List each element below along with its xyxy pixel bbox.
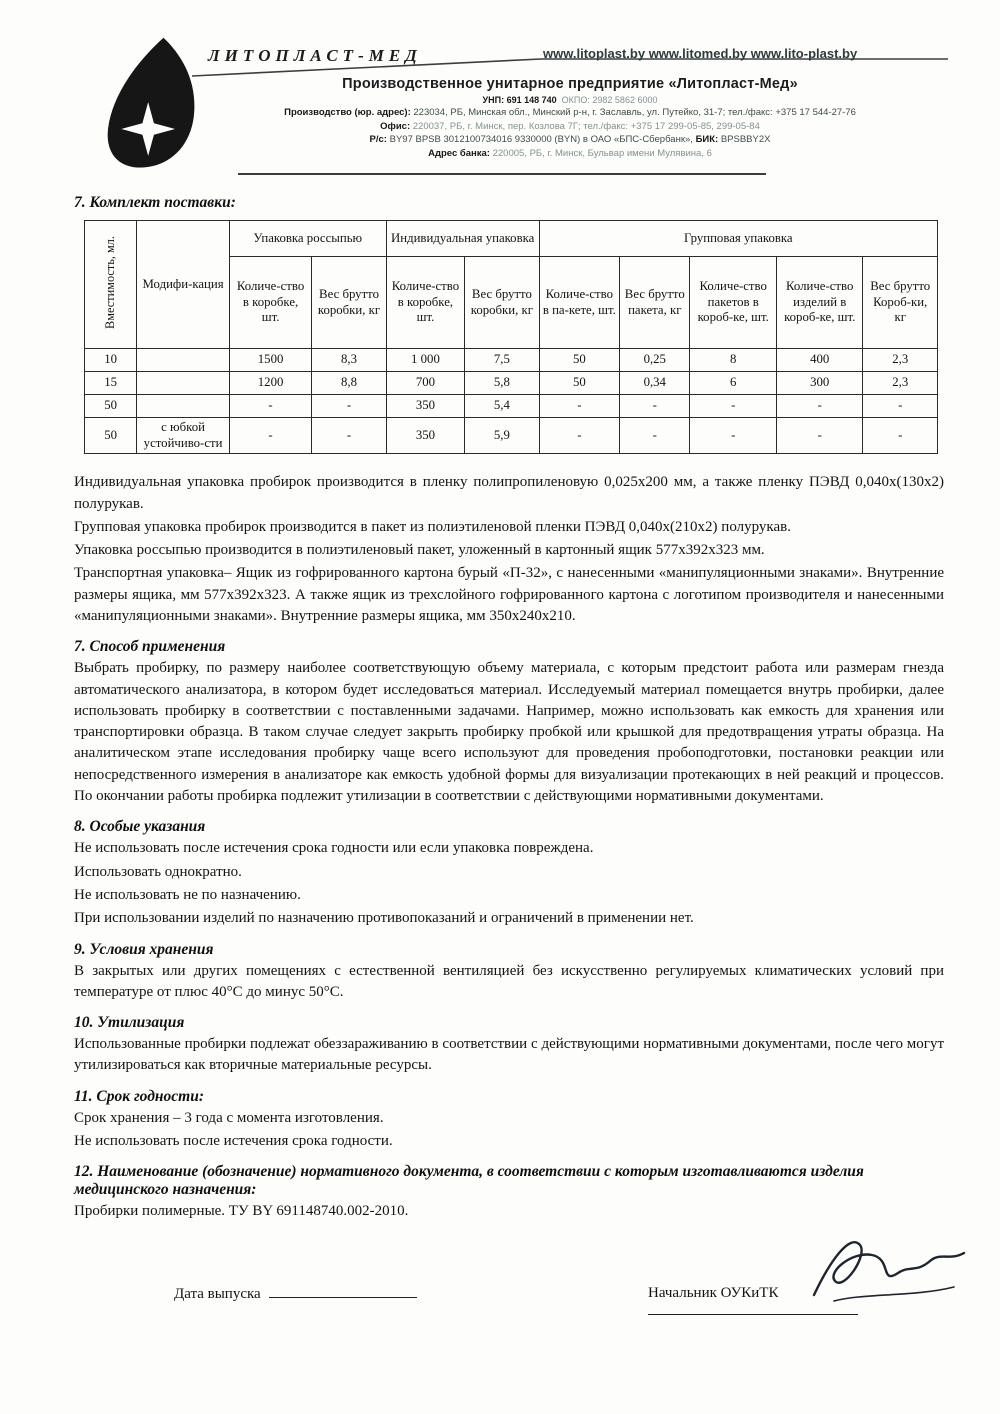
section-12-title: 12. Наименование (обозначение) нормативного документа, в соответствии с которым изготавливаются изделия медицинского назначения: bbox=[74, 1163, 864, 1199]
account-label: Р/с: bbox=[369, 134, 387, 145]
col-header-qty-box-individual: Количе-ство в коробке, шт. bbox=[386, 257, 464, 349]
header-rule bbox=[238, 173, 766, 175]
cell-value: 1 000 bbox=[386, 349, 464, 372]
company-registration-line bbox=[170, 95, 970, 105]
group-header-group-packaging: Групповая упаковка bbox=[539, 221, 937, 257]
cell-value: - bbox=[539, 418, 619, 454]
release-date-field bbox=[174, 1285, 417, 1303]
cell-value: - bbox=[312, 418, 386, 454]
company-name: Производственное унитарное предприятие «Литопласт-Мед» bbox=[342, 76, 798, 92]
cell-value: 350 bbox=[386, 418, 464, 454]
cell-value: 5,9 bbox=[465, 418, 539, 454]
bank-value: 220005, РБ, г. Минск, Бульвар имени Мулявина, 6 bbox=[492, 147, 712, 159]
cell-value: 7,5 bbox=[465, 349, 539, 372]
supply-table bbox=[84, 220, 938, 454]
shelf-life-line: Срок хранения – 3 года с момента изготовления. bbox=[74, 1109, 384, 1126]
packaging-note: Упаковка россыпью производится в полиэтиленовый пакет, уложенный в картонный ящик 577х392х323 мм. bbox=[74, 542, 765, 559]
office-address-line bbox=[170, 121, 970, 132]
brand-logotype: ЛИТОПЛАСТ-МЕД bbox=[208, 46, 422, 65]
col-header-gross-box-group: Вес брутто Короб-ки, кг bbox=[863, 257, 938, 349]
unp-value: 691 148 740 bbox=[506, 94, 557, 105]
cell-value: 1500 bbox=[229, 349, 311, 372]
table-row bbox=[85, 395, 938, 418]
bank-account-line bbox=[170, 134, 970, 145]
bank-address-line bbox=[170, 148, 970, 159]
group-header-bulk-packaging: Упаковка россыпью bbox=[229, 221, 386, 257]
cell-value: 5,4 bbox=[465, 395, 539, 418]
cell-value: - bbox=[312, 395, 386, 418]
production-label: Производство (юр. адрес): bbox=[284, 107, 411, 118]
special-instruction: Не использовать после истечения срока годности или если упаковка повреждена. bbox=[74, 840, 594, 857]
packaging-note: Индивидуальная упаковка пробирок производится в пленку полипропиленовую 0,025х200 мм, а также пленку ПЭВД 0,040х(130х2) полурукав. bbox=[74, 474, 944, 512]
disposal-text: Использованные пробирки подлежат обеззараживанию в соответствии с действующими нормативными документами, после чего могут утилизироваться как вторичные материальные ресурсы. bbox=[74, 1036, 944, 1074]
cell-value: - bbox=[620, 418, 690, 454]
cell-value: 8 bbox=[690, 349, 776, 372]
col-header-capacity: Вместимость, мл. bbox=[85, 221, 137, 349]
document-body bbox=[0, 188, 1000, 1337]
cell-value: 8,8 bbox=[312, 372, 386, 395]
normative-text: Пробирки полимерные. ТУ BY 691148740.002-2010. bbox=[74, 1203, 409, 1220]
section-8-title: 8. Особые указания bbox=[74, 818, 206, 836]
section-7-supply-title: 7. Комплект поставки: bbox=[74, 194, 236, 211]
cell-value: - bbox=[539, 395, 619, 418]
unp-label: УНП: bbox=[482, 94, 505, 105]
cell-value: - bbox=[863, 418, 938, 454]
company-websites: www.litoplast.by www.litomed.by www.lito-plast.by bbox=[543, 46, 858, 61]
special-instruction: Использовать однократно. bbox=[74, 863, 242, 880]
cell-value: 1200 bbox=[229, 372, 311, 395]
cell-capacity: 15 bbox=[85, 372, 137, 395]
account-value: BY97 BPSB 3012100734016 9330000 (BYN) в ОАО «БПС-Сбербанк», bbox=[389, 134, 693, 145]
cell-value: - bbox=[690, 418, 776, 454]
okpo-value: 2982 5862 6000 bbox=[592, 94, 658, 105]
section-7-usage-title: 7. Способ применения bbox=[74, 638, 226, 656]
bik-value: BPSBBY2X bbox=[720, 134, 771, 145]
company-info-block bbox=[170, 76, 970, 159]
cell-value: 2,3 bbox=[863, 372, 938, 395]
cell-value: - bbox=[776, 395, 862, 418]
cell-value: - bbox=[229, 418, 311, 454]
table-row bbox=[85, 372, 938, 395]
release-date-label: Дата выпуска bbox=[174, 1285, 261, 1302]
cell-value: - bbox=[776, 418, 862, 454]
section-11-title: 11. Срок годности: bbox=[74, 1087, 204, 1105]
cell-modification: с юбкой устойчиво-сти bbox=[137, 418, 230, 454]
col-header-gross-bag: Вес брутто пакета, кг bbox=[620, 257, 690, 349]
cell-value: 6 bbox=[690, 372, 776, 395]
cell-value: 0,25 bbox=[620, 349, 690, 372]
col-header-bags-per-box: Количе-ство пакетов в короб-ке, шт. bbox=[690, 257, 776, 349]
section-10-title: 10. Утилизация bbox=[74, 1014, 185, 1032]
col-header-items-per-box: Количе-ство изделий в короб-ке, шт. bbox=[776, 257, 862, 349]
col-header-gross-box-bulk: Вес брутто коробки, кг bbox=[312, 257, 386, 349]
cell-value: 50 bbox=[539, 372, 619, 395]
group-header-individual-packaging: Индивидуальная упаковка bbox=[386, 221, 539, 257]
cell-value: 0,34 bbox=[620, 372, 690, 395]
cell-capacity: 10 bbox=[85, 349, 137, 372]
cell-capacity: 50 bbox=[85, 395, 137, 418]
production-address-line bbox=[170, 107, 970, 118]
packaging-notes bbox=[74, 472, 944, 627]
cell-modification bbox=[137, 349, 230, 372]
col-header-qty-bag: Количе-ство в па-кете, шт. bbox=[539, 257, 619, 349]
cell-value: 50 bbox=[539, 349, 619, 372]
special-instruction: Не использовать не по назначению. bbox=[74, 886, 301, 903]
cell-modification bbox=[137, 372, 230, 395]
office-value: 220037, РБ, г. Минск, пер. Козлова 7Г; тел./факс: +375 17 299-05-85, 299-05-84 bbox=[412, 120, 760, 132]
handwritten-signature bbox=[804, 1231, 974, 1317]
cell-value: 700 bbox=[386, 372, 464, 395]
cell-value: 300 bbox=[776, 372, 862, 395]
cell-value: 400 bbox=[776, 349, 862, 372]
cell-value: 8,3 bbox=[312, 349, 386, 372]
table-row bbox=[85, 418, 938, 454]
cell-value: - bbox=[620, 395, 690, 418]
cell-capacity: 50 bbox=[85, 418, 137, 454]
table-row bbox=[85, 349, 938, 372]
usage-text: Выбрать пробирку, по размеру наиболее соответствующую объему материала, с которым предстоит работа или размерам гнезда автоматического анализатора, в котором будет исследоваться материал. Исследуемый материал помещается внутрь пробирки, далее использовать пробирку в соответствии с поставленными задачами. Например, можно использовать как емкость для хранения или транспортировки образца. В таком случае следует закрыть пробирку пробкой или крышкой для предотвращения утраты образца. На аналитическом этапе исследования пробирку чаще всего используют для проведения пробоподготовки, постановки реакции или непосредственного измерения в анализаторе как емкость удобной формы для визуализации протекающих в ней реакций и процессов. По окончании работы пробирка подлежит утилизации в соответствии с действующими нормативными документами. bbox=[74, 660, 944, 805]
okpo-label: ОКПО: bbox=[561, 94, 590, 105]
packaging-note: Групповая упаковка пробирок производится в пакет из полиэтиленовой пленки ПЭВД 0,040х(210х2) полурукав. bbox=[74, 518, 791, 535]
section-9-title: 9. Условия хранения bbox=[74, 940, 214, 958]
cell-modification bbox=[137, 395, 230, 418]
cell-value: - bbox=[863, 395, 938, 418]
col-header-modification: Модифи-кация bbox=[137, 221, 230, 349]
packaging-note: Транспортная упаковка– Ящик из гофрированного картона бурый «П-32», с нанесенными «манипуляционными знаками». Внутренние размеры ящика, мм 577х392х323. А также ящик из трехслойного гофрированного картона с логотипом производителя и нанесенными «манипуляционными знаками». Внутренние размеры ящика, мм 350х240х210. bbox=[74, 565, 944, 624]
letterhead bbox=[0, 0, 1000, 188]
release-date-blank bbox=[269, 1285, 417, 1298]
bank-label: Адрес банка: bbox=[428, 147, 490, 159]
bik-label: БИК: bbox=[695, 134, 719, 145]
supply-table-wrapper bbox=[84, 220, 938, 454]
col-header-qty-box-bulk: Количе-ство в коробке, шт. bbox=[229, 257, 311, 349]
cell-value: - bbox=[229, 395, 311, 418]
cell-value: - bbox=[690, 395, 776, 418]
storage-text: В закрытых или других помещениях с естественной вентиляцией без искусственно регулируемых климатических условий при температуре от плюс 40°С до минус 50°С. bbox=[74, 962, 944, 1000]
col-header-gross-box-individual: Вес брутто коробки, кг bbox=[465, 257, 539, 349]
special-instruction: При использовании изделий по назначению противопоказаний и ограничений в применении нет. bbox=[74, 910, 694, 927]
cell-value: 5,8 bbox=[465, 372, 539, 395]
chief-label: Начальник ОУКиТК bbox=[648, 1284, 779, 1301]
shelf-life-line: Не использовать после истечения срока годности. bbox=[74, 1133, 393, 1150]
production-value: 223034, РБ, Минская обл., Минский р-н, г. Заславль, ул. Путейко, 31-7; тел./факс: +375 17 544-27-76 bbox=[413, 107, 856, 118]
cell-value: 2,3 bbox=[863, 349, 938, 372]
signature-block bbox=[74, 1247, 944, 1337]
office-label: Офис: bbox=[380, 120, 411, 132]
cell-value: 350 bbox=[386, 395, 464, 418]
